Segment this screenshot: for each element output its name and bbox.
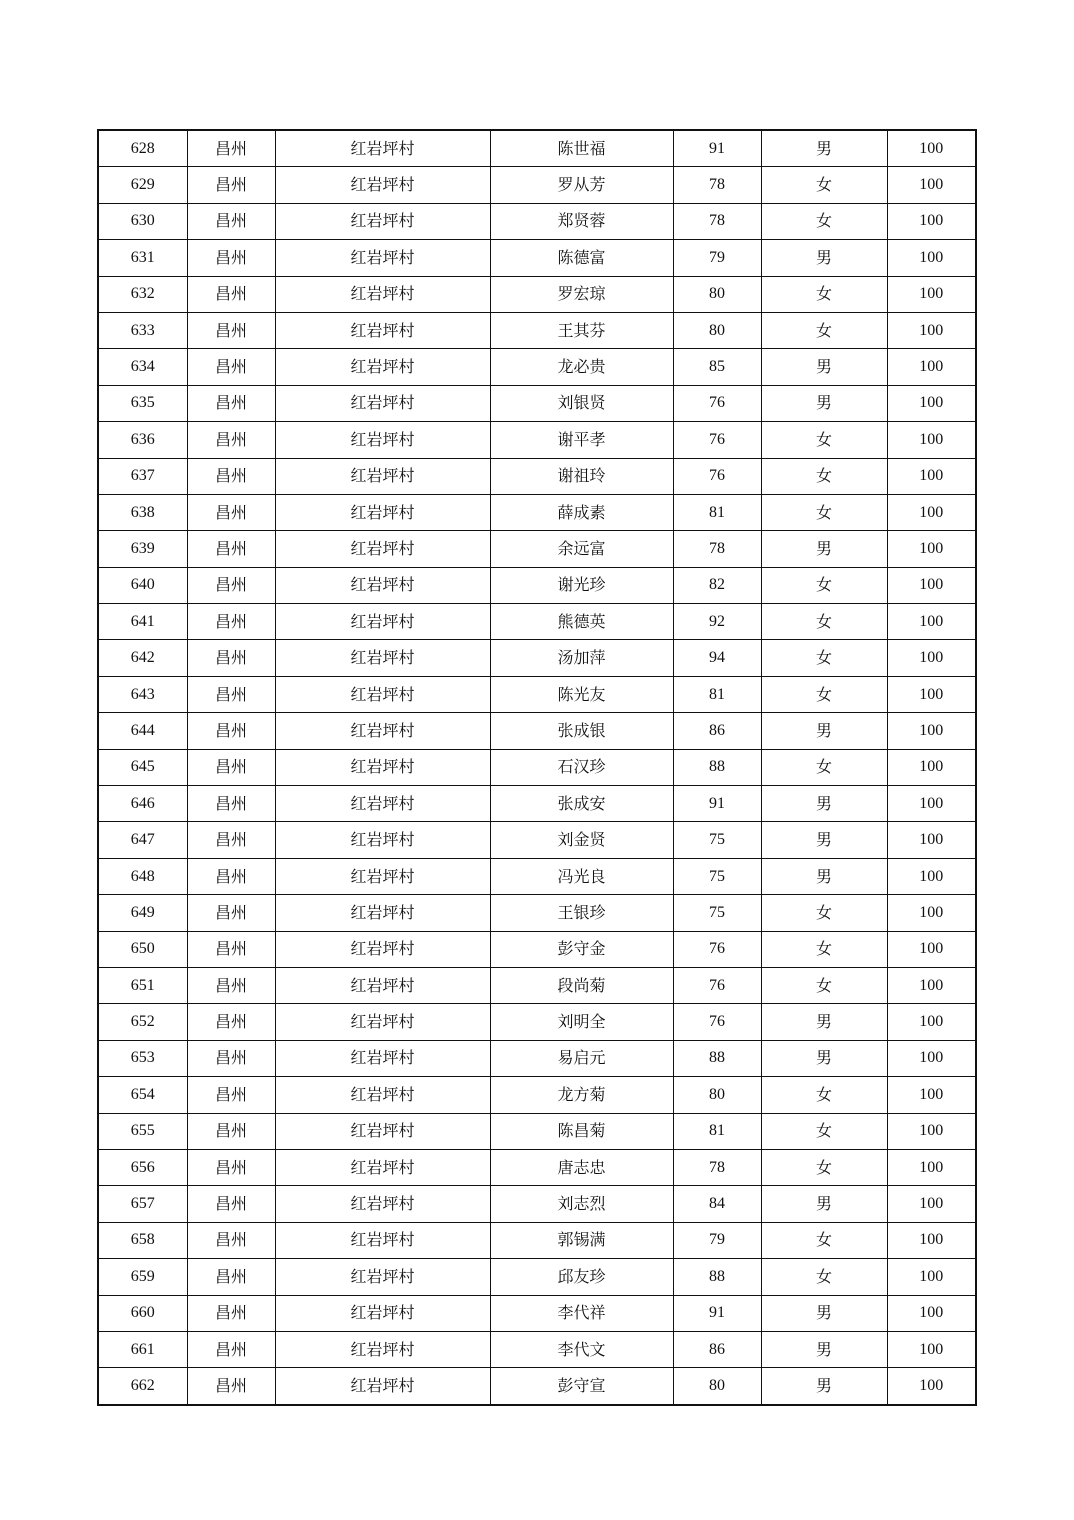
cell-gender: 男 (761, 1331, 887, 1367)
cell-person-name: 谢平孝 (490, 422, 673, 458)
cell-serial-number: 631 (98, 240, 187, 276)
cell-amount: 100 (887, 240, 976, 276)
cell-gender: 男 (761, 1040, 887, 1076)
cell-serial-number: 640 (98, 567, 187, 603)
cell-gender: 女 (761, 1113, 887, 1149)
cell-age: 80 (673, 1368, 761, 1405)
cell-age: 82 (673, 567, 761, 603)
cell-township: 昌州 (187, 240, 275, 276)
cell-age: 80 (673, 312, 761, 348)
cell-village: 红岩坪村 (275, 1149, 490, 1185)
cell-serial-number: 637 (98, 458, 187, 494)
cell-serial-number: 657 (98, 1186, 187, 1222)
cell-gender: 男 (761, 130, 887, 167)
cell-amount: 100 (887, 531, 976, 567)
cell-age: 88 (673, 1259, 761, 1295)
cell-amount: 100 (887, 203, 976, 239)
cell-person-name: 易启元 (490, 1040, 673, 1076)
cell-person-name: 邱友珍 (490, 1259, 673, 1295)
cell-person-name: 郑贤蓉 (490, 203, 673, 239)
cell-township: 昌州 (187, 1259, 275, 1295)
cell-village: 红岩坪村 (275, 640, 490, 676)
cell-gender: 女 (761, 604, 887, 640)
cell-serial-number: 655 (98, 1113, 187, 1149)
cell-age: 76 (673, 1004, 761, 1040)
table-row (98, 1004, 976, 1040)
cell-gender: 女 (761, 895, 887, 931)
cell-age: 81 (673, 494, 761, 530)
cell-serial-number: 662 (98, 1368, 187, 1405)
cell-person-name: 陈昌菊 (490, 1113, 673, 1149)
cell-person-name: 陈德富 (490, 240, 673, 276)
cell-serial-number: 659 (98, 1259, 187, 1295)
cell-amount: 100 (887, 786, 976, 822)
cell-township: 昌州 (187, 167, 275, 203)
cell-township: 昌州 (187, 1331, 275, 1367)
cell-age: 88 (673, 749, 761, 785)
cell-gender: 女 (761, 167, 887, 203)
cell-amount: 100 (887, 1149, 976, 1185)
cell-gender: 女 (761, 749, 887, 785)
cell-village: 红岩坪村 (275, 1368, 490, 1405)
cell-age: 76 (673, 385, 761, 421)
cell-person-name: 刘志烈 (490, 1186, 673, 1222)
cell-serial-number: 628 (98, 130, 187, 167)
table-row (98, 1222, 976, 1258)
cell-township: 昌州 (187, 458, 275, 494)
table-row (98, 1368, 976, 1405)
cell-township: 昌州 (187, 967, 275, 1003)
cell-amount: 100 (887, 567, 976, 603)
cell-age: 76 (673, 967, 761, 1003)
cell-village: 红岩坪村 (275, 822, 490, 858)
cell-person-name: 陈光友 (490, 676, 673, 712)
cell-village: 红岩坪村 (275, 567, 490, 603)
cell-village: 红岩坪村 (275, 604, 490, 640)
cell-amount: 100 (887, 676, 976, 712)
cell-village: 红岩坪村 (275, 422, 490, 458)
cell-age: 78 (673, 531, 761, 567)
roster-table-body (98, 130, 976, 1405)
cell-township: 昌州 (187, 895, 275, 931)
cell-person-name: 刘银贤 (490, 385, 673, 421)
cell-amount: 100 (887, 822, 976, 858)
cell-township: 昌州 (187, 1077, 275, 1113)
cell-township: 昌州 (187, 822, 275, 858)
cell-age: 76 (673, 931, 761, 967)
table-row (98, 531, 976, 567)
cell-gender: 男 (761, 240, 887, 276)
cell-village: 红岩坪村 (275, 967, 490, 1003)
cell-amount: 100 (887, 422, 976, 458)
table-row (98, 422, 976, 458)
cell-age: 91 (673, 786, 761, 822)
cell-village: 红岩坪村 (275, 276, 490, 312)
cell-village: 红岩坪村 (275, 531, 490, 567)
cell-township: 昌州 (187, 1040, 275, 1076)
cell-township: 昌州 (187, 1368, 275, 1405)
cell-person-name: 王银珍 (490, 895, 673, 931)
table-row (98, 385, 976, 421)
cell-village: 红岩坪村 (275, 240, 490, 276)
cell-age: 78 (673, 167, 761, 203)
cell-serial-number: 639 (98, 531, 187, 567)
table-row (98, 1259, 976, 1295)
roster-table (97, 129, 977, 1406)
cell-gender: 男 (761, 1186, 887, 1222)
cell-village: 红岩坪村 (275, 713, 490, 749)
cell-village: 红岩坪村 (275, 1259, 490, 1295)
cell-person-name: 罗宏琼 (490, 276, 673, 312)
cell-age: 91 (673, 130, 761, 167)
cell-village: 红岩坪村 (275, 458, 490, 494)
cell-age: 75 (673, 858, 761, 894)
cell-village: 红岩坪村 (275, 1186, 490, 1222)
cell-person-name: 罗从芳 (490, 167, 673, 203)
cell-person-name: 段尚菊 (490, 967, 673, 1003)
cell-village: 红岩坪村 (275, 786, 490, 822)
cell-township: 昌州 (187, 422, 275, 458)
table-row (98, 276, 976, 312)
cell-gender: 男 (761, 822, 887, 858)
cell-township: 昌州 (187, 749, 275, 785)
cell-serial-number: 649 (98, 895, 187, 931)
cell-gender: 女 (761, 422, 887, 458)
cell-age: 80 (673, 276, 761, 312)
cell-amount: 100 (887, 1368, 976, 1405)
cell-village: 红岩坪村 (275, 167, 490, 203)
cell-township: 昌州 (187, 1004, 275, 1040)
cell-village: 红岩坪村 (275, 130, 490, 167)
cell-village: 红岩坪村 (275, 312, 490, 348)
cell-village: 红岩坪村 (275, 1077, 490, 1113)
table-row (98, 1113, 976, 1149)
cell-person-name: 张成银 (490, 713, 673, 749)
cell-age: 88 (673, 1040, 761, 1076)
cell-amount: 100 (887, 1331, 976, 1367)
cell-gender: 女 (761, 458, 887, 494)
table-row (98, 713, 976, 749)
cell-serial-number: 652 (98, 1004, 187, 1040)
cell-serial-number: 648 (98, 858, 187, 894)
cell-village: 红岩坪村 (275, 1113, 490, 1149)
cell-gender: 女 (761, 203, 887, 239)
cell-amount: 100 (887, 312, 976, 348)
cell-serial-number: 654 (98, 1077, 187, 1113)
cell-amount: 100 (887, 749, 976, 785)
cell-gender: 男 (761, 858, 887, 894)
cell-person-name: 彭守宣 (490, 1368, 673, 1405)
cell-person-name: 薛成素 (490, 494, 673, 530)
cell-township: 昌州 (187, 349, 275, 385)
cell-village: 红岩坪村 (275, 494, 490, 530)
cell-serial-number: 643 (98, 676, 187, 712)
cell-township: 昌州 (187, 203, 275, 239)
cell-person-name: 熊德英 (490, 604, 673, 640)
table-row (98, 167, 976, 203)
cell-gender: 女 (761, 494, 887, 530)
cell-age: 78 (673, 1149, 761, 1185)
cell-village: 红岩坪村 (275, 1295, 490, 1331)
table-row (98, 1077, 976, 1113)
cell-person-name: 汤加萍 (490, 640, 673, 676)
cell-age: 86 (673, 1331, 761, 1367)
cell-gender: 女 (761, 676, 887, 712)
cell-township: 昌州 (187, 312, 275, 348)
cell-age: 81 (673, 676, 761, 712)
table-row (98, 858, 976, 894)
cell-amount: 100 (887, 1004, 976, 1040)
cell-amount: 100 (887, 967, 976, 1003)
cell-person-name: 刘明全 (490, 1004, 673, 1040)
cell-amount: 100 (887, 276, 976, 312)
table-row (98, 604, 976, 640)
cell-person-name: 唐志忠 (490, 1149, 673, 1185)
cell-gender: 男 (761, 786, 887, 822)
cell-person-name: 陈世福 (490, 130, 673, 167)
cell-serial-number: 653 (98, 1040, 187, 1076)
cell-village: 红岩坪村 (275, 1331, 490, 1367)
cell-amount: 100 (887, 1040, 976, 1076)
table-row (98, 1295, 976, 1331)
cell-township: 昌州 (187, 713, 275, 749)
cell-serial-number: 656 (98, 1149, 187, 1185)
cell-amount: 100 (887, 1077, 976, 1113)
cell-village: 红岩坪村 (275, 749, 490, 785)
cell-gender: 男 (761, 531, 887, 567)
cell-person-name: 刘金贤 (490, 822, 673, 858)
cell-person-name: 郭锡满 (490, 1222, 673, 1258)
cell-age: 79 (673, 240, 761, 276)
cell-amount: 100 (887, 858, 976, 894)
cell-age: 84 (673, 1186, 761, 1222)
cell-age: 91 (673, 1295, 761, 1331)
cell-serial-number: 642 (98, 640, 187, 676)
table-row (98, 458, 976, 494)
table-row (98, 567, 976, 603)
cell-gender: 女 (761, 967, 887, 1003)
cell-amount: 100 (887, 713, 976, 749)
table-row (98, 749, 976, 785)
cell-amount: 100 (887, 895, 976, 931)
cell-gender: 女 (761, 276, 887, 312)
cell-village: 红岩坪村 (275, 676, 490, 712)
table-row (98, 203, 976, 239)
cell-amount: 100 (887, 1186, 976, 1222)
cell-age: 78 (673, 203, 761, 239)
cell-serial-number: 650 (98, 931, 187, 967)
cell-village: 红岩坪村 (275, 1040, 490, 1076)
cell-person-name: 彭守金 (490, 931, 673, 967)
cell-village: 红岩坪村 (275, 385, 490, 421)
cell-township: 昌州 (187, 1222, 275, 1258)
cell-township: 昌州 (187, 1186, 275, 1222)
cell-township: 昌州 (187, 385, 275, 421)
cell-person-name: 谢祖玲 (490, 458, 673, 494)
cell-gender: 女 (761, 312, 887, 348)
cell-gender: 男 (761, 1368, 887, 1405)
cell-serial-number: 647 (98, 822, 187, 858)
cell-amount: 100 (887, 458, 976, 494)
cell-village: 红岩坪村 (275, 895, 490, 931)
cell-serial-number: 641 (98, 604, 187, 640)
cell-gender: 男 (761, 1295, 887, 1331)
cell-serial-number: 638 (98, 494, 187, 530)
cell-amount: 100 (887, 604, 976, 640)
cell-village: 红岩坪村 (275, 1004, 490, 1040)
cell-age: 92 (673, 604, 761, 640)
cell-gender: 女 (761, 640, 887, 676)
cell-township: 昌州 (187, 858, 275, 894)
cell-township: 昌州 (187, 276, 275, 312)
cell-age: 75 (673, 895, 761, 931)
cell-age: 94 (673, 640, 761, 676)
cell-amount: 100 (887, 1295, 976, 1331)
cell-age: 75 (673, 822, 761, 858)
cell-amount: 100 (887, 130, 976, 167)
cell-person-name: 石汉珍 (490, 749, 673, 785)
cell-gender: 女 (761, 1077, 887, 1113)
cell-person-name: 张成安 (490, 786, 673, 822)
cell-person-name: 谢光珍 (490, 567, 673, 603)
table-row (98, 822, 976, 858)
cell-township: 昌州 (187, 567, 275, 603)
table-row (98, 931, 976, 967)
cell-serial-number: 645 (98, 749, 187, 785)
cell-amount: 100 (887, 349, 976, 385)
cell-village: 红岩坪村 (275, 931, 490, 967)
cell-amount: 100 (887, 494, 976, 530)
cell-township: 昌州 (187, 604, 275, 640)
cell-village: 红岩坪村 (275, 203, 490, 239)
cell-age: 81 (673, 1113, 761, 1149)
cell-village: 红岩坪村 (275, 349, 490, 385)
cell-serial-number: 661 (98, 1331, 187, 1367)
cell-serial-number: 635 (98, 385, 187, 421)
cell-serial-number: 629 (98, 167, 187, 203)
cell-township: 昌州 (187, 1295, 275, 1331)
cell-age: 85 (673, 349, 761, 385)
cell-person-name: 龙方菊 (490, 1077, 673, 1113)
cell-amount: 100 (887, 167, 976, 203)
cell-amount: 100 (887, 640, 976, 676)
cell-township: 昌州 (187, 786, 275, 822)
cell-amount: 100 (887, 385, 976, 421)
cell-serial-number: 651 (98, 967, 187, 1003)
cell-person-name: 王其芬 (490, 312, 673, 348)
cell-serial-number: 660 (98, 1295, 187, 1331)
cell-serial-number: 633 (98, 312, 187, 348)
table-row (98, 1149, 976, 1185)
cell-person-name: 冯光良 (490, 858, 673, 894)
table-row (98, 895, 976, 931)
cell-gender: 女 (761, 931, 887, 967)
cell-serial-number: 632 (98, 276, 187, 312)
cell-age: 80 (673, 1077, 761, 1113)
cell-person-name: 李代祥 (490, 1295, 673, 1331)
cell-gender: 女 (761, 567, 887, 603)
cell-township: 昌州 (187, 640, 275, 676)
cell-township: 昌州 (187, 531, 275, 567)
cell-township: 昌州 (187, 130, 275, 167)
cell-amount: 100 (887, 1259, 976, 1295)
cell-township: 昌州 (187, 494, 275, 530)
table-row (98, 1331, 976, 1367)
table-row (98, 130, 976, 167)
table-row (98, 312, 976, 348)
cell-amount: 100 (887, 1222, 976, 1258)
cell-serial-number: 636 (98, 422, 187, 458)
table-row (98, 349, 976, 385)
table-row (98, 1040, 976, 1076)
cell-township: 昌州 (187, 1113, 275, 1149)
cell-township: 昌州 (187, 1149, 275, 1185)
table-row (98, 786, 976, 822)
cell-gender: 男 (761, 385, 887, 421)
table-row (98, 240, 976, 276)
table-row (98, 640, 976, 676)
cell-village: 红岩坪村 (275, 1222, 490, 1258)
cell-township: 昌州 (187, 931, 275, 967)
cell-gender: 女 (761, 1259, 887, 1295)
table-row (98, 676, 976, 712)
cell-gender: 男 (761, 713, 887, 749)
cell-gender: 女 (761, 1222, 887, 1258)
cell-gender: 男 (761, 1004, 887, 1040)
table-row (98, 1186, 976, 1222)
cell-age: 76 (673, 422, 761, 458)
cell-serial-number: 658 (98, 1222, 187, 1258)
table-row (98, 967, 976, 1003)
cell-gender: 女 (761, 1149, 887, 1185)
cell-serial-number: 646 (98, 786, 187, 822)
cell-age: 86 (673, 713, 761, 749)
cell-person-name: 李代文 (490, 1331, 673, 1367)
cell-serial-number: 634 (98, 349, 187, 385)
cell-amount: 100 (887, 1113, 976, 1149)
cell-gender: 男 (761, 349, 887, 385)
table-row (98, 494, 976, 530)
cell-age: 76 (673, 458, 761, 494)
cell-age: 79 (673, 1222, 761, 1258)
cell-serial-number: 644 (98, 713, 187, 749)
cell-person-name: 龙必贵 (490, 349, 673, 385)
cell-serial-number: 630 (98, 203, 187, 239)
cell-township: 昌州 (187, 676, 275, 712)
cell-amount: 100 (887, 931, 976, 967)
cell-village: 红岩坪村 (275, 858, 490, 894)
cell-person-name: 余远富 (490, 531, 673, 567)
